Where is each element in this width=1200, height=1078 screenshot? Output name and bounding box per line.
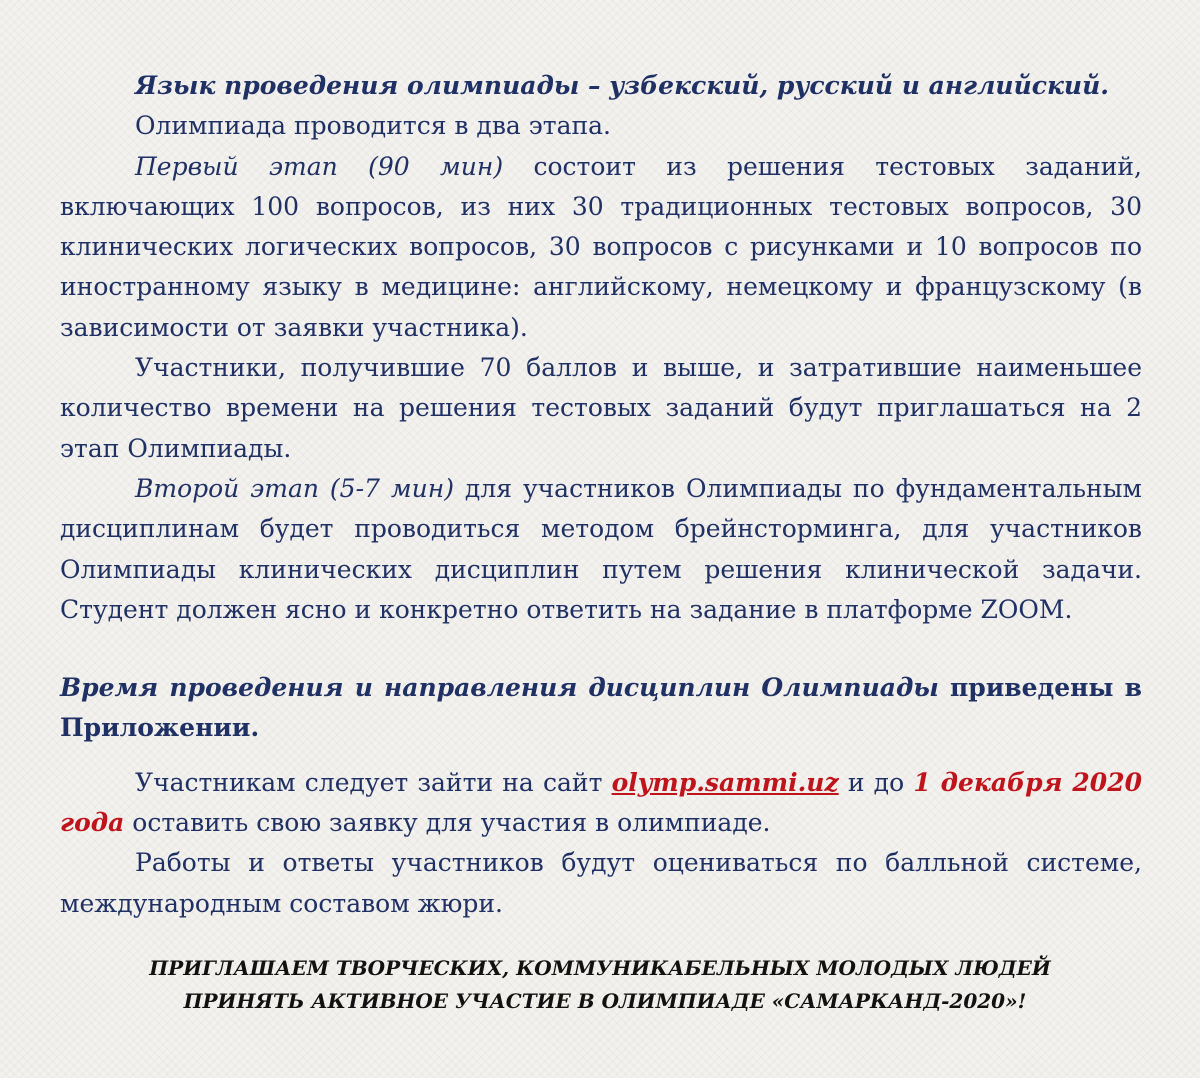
closing-line-1: ПРИГЛАШАЕМ ТВОРЧЕСКИХ, КОММУНИКАБЕЛЬНЫХ МОЛОДЫХ ЛЮДЕЙ [149,956,1051,980]
second-stage-text: для участников Олимпиады по фундаментальным дисциплинам будет проводиться методом брейнсторминга, для участников Олимпиады клинических дисциплин путем решения клинической задачи. Студент должен ясно и конкретно ответить на задание в платформе ZOOM. [60,473,1142,624]
document-body [60,66,1142,924]
schedule-note-lead: Время проведения и направления дисциплин Олимпиады [60,673,939,703]
site-link[interactable]: olymp.sammi.uz [611,767,839,797]
registration-after: оставить свою заявку для участия в олимпиаде. [124,808,771,838]
registration-before: Участникам следует зайти на сайт [135,767,612,797]
second-stage-label: Второй этап (5-7 мин) [135,473,454,503]
closing-line-2: ПРИНЯТЬ АКТИВНОЕ УЧАСТИЕ В ОЛИМПИАДЕ «САМАРКАНД-2020»! [183,989,1027,1013]
registration-middle: и до [838,767,914,797]
first-stage-paragraph [60,147,1142,348]
first-stage-label: Первый этап (90 мин) [135,151,504,181]
registration-paragraph [60,763,1142,844]
stages-intro: Олимпиада проводится в два этапа. [135,111,612,141]
qualification-paragraph: Участники, получившие 70 баллов и выше, и затратившие наименьшее количество времени на решения тестовых заданий будут приглашаться на 2 этап Олимпиады. [60,353,1142,463]
closing-invitation [0,952,1200,1018]
first-stage-text: состоит из решения тестовых заданий, включающих 100 вопросов, из них 30 традиционных тестовых вопросов, 30 клинических логических вопросов, 30 вопросов с рисунками и 10 вопросов по иностранному языку в медицине: английскому, немецкому и французскому (в зависимости от заявки участника). [60,151,1143,342]
second-stage-paragraph [60,469,1142,630]
deadline-date: 1 декабря 2020 года [60,767,1142,838]
language-heading: Язык проведения олимпиады – узбекский, русский и английский. [135,71,1109,100]
evaluation-paragraph: Работы и ответы участников будут оцениваться по балльной системе, международным составом жюри. [60,848,1142,918]
schedule-note [60,668,1142,749]
schedule-note-rest: приведены в Приложении. [60,673,1142,743]
